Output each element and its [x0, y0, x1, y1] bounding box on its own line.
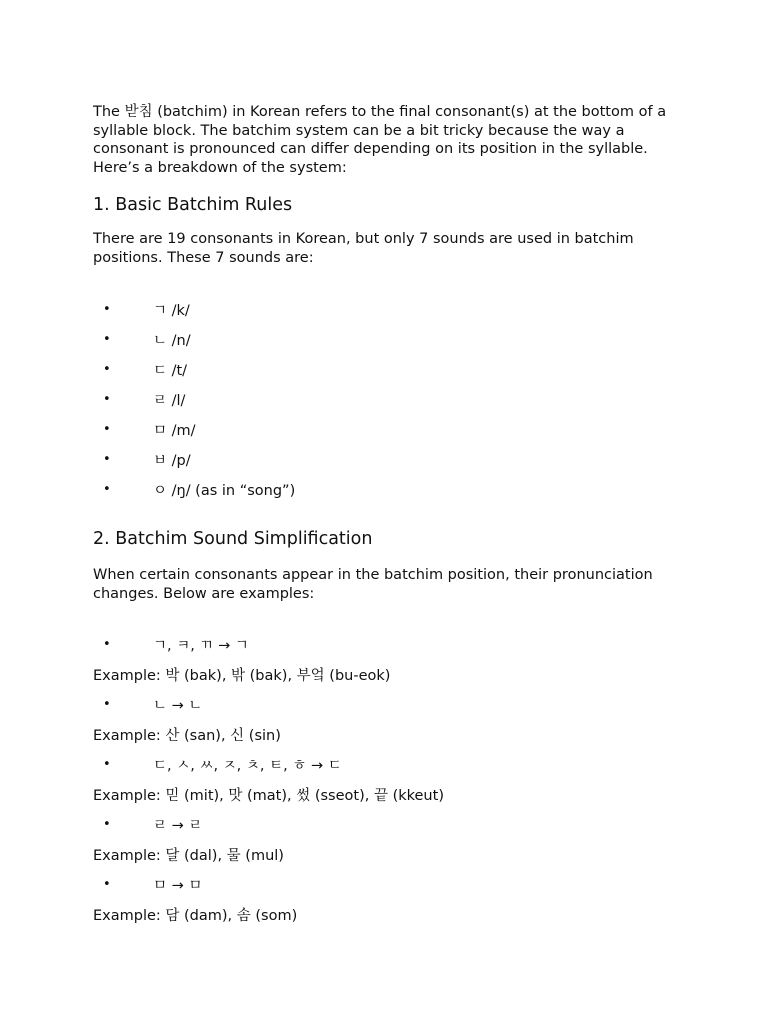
- list-item: [93, 414, 673, 444]
- bullet-icon: •: [103, 636, 111, 652]
- list-item: [93, 474, 673, 504]
- section-1-heading: 1. Basic Batchim Rules: [93, 195, 293, 215]
- list-item-text: ㄷ /t/: [153, 362, 188, 379]
- bullet-icon: •: [103, 876, 111, 892]
- example-line: Example: 산 (san), 신 (sin): [93, 727, 281, 744]
- rule-item: [93, 749, 673, 779]
- list-item-text: ㄹ /l/: [153, 392, 186, 409]
- list-item: [93, 384, 673, 414]
- rule-text: ㄷ, ㅅ, ㅆ, ㅈ, ㅊ, ㅌ, ㅎ → ㄷ: [153, 757, 342, 774]
- bullet-icon: •: [103, 361, 111, 377]
- bullet-icon: •: [103, 391, 111, 407]
- example-line: Example: 믿 (mit), 맛 (mat), 썼 (sseot), 끝 (kkeut): [93, 787, 444, 804]
- list-item-text: ㄴ /n/: [153, 332, 191, 349]
- example-line: Example: 달 (dal), 물 (mul): [93, 847, 284, 864]
- list-item: [93, 354, 673, 384]
- bullet-icon: •: [103, 301, 111, 317]
- intro-paragraph: The 받침 (batchim) in Korean refers to the final consonant(s) at the bottom of a syllable block. The batchim system can be a bit tricky because the way a consonant is pronounced can differ depending on its position in the syllable. Here’s a breakdown of the system:: [93, 104, 667, 176]
- bullet-icon: •: [103, 331, 111, 347]
- list-item-text: ㅁ /m/: [153, 422, 196, 439]
- rule-item: [93, 629, 673, 659]
- rule-text: ㄴ → ㄴ: [153, 697, 203, 714]
- rule-item: [93, 689, 673, 719]
- rule-text: ㅁ → ㅁ: [153, 877, 203, 894]
- bullet-icon: •: [103, 451, 111, 467]
- batchim-sounds-list: [93, 294, 673, 504]
- section-2-heading: 2. Batchim Sound Simplification: [93, 529, 373, 549]
- list-item-text: ㅂ /p/: [153, 452, 191, 469]
- rule-item: [93, 869, 673, 899]
- bullet-icon: •: [103, 816, 111, 832]
- rule-text: ㄱ, ㅋ, ㄲ → ㄱ: [153, 637, 249, 654]
- bullet-icon: •: [103, 756, 111, 772]
- list-item: [93, 444, 673, 474]
- rule-text: ㄹ → ㄹ: [153, 817, 203, 834]
- document-page: [93, 100, 673, 929]
- section-1-paragraph: There are 19 consonants in Korean, but only 7 sounds are used in batchim positions. These 7 sounds are:: [93, 231, 634, 266]
- example-line: Example: 담 (dam), 솜 (som): [93, 907, 298, 924]
- rule-item: [93, 809, 673, 839]
- simplification-rules: [93, 629, 673, 929]
- bullet-icon: •: [103, 696, 111, 712]
- list-item: [93, 294, 673, 324]
- example-line: Example: 박 (bak), 밖 (bak), 부엌 (bu-eok): [93, 667, 391, 684]
- list-item: [93, 324, 673, 354]
- bullet-icon: •: [103, 421, 111, 437]
- list-item-text: ㅇ /ŋ/ (as in “song”): [153, 482, 296, 499]
- section-2-paragraph: When certain consonants appear in the batchim position, their pronunciation changes. Below are examples:: [93, 567, 653, 602]
- list-item-text: ㄱ /k/: [153, 302, 190, 319]
- bullet-icon: •: [103, 481, 111, 497]
